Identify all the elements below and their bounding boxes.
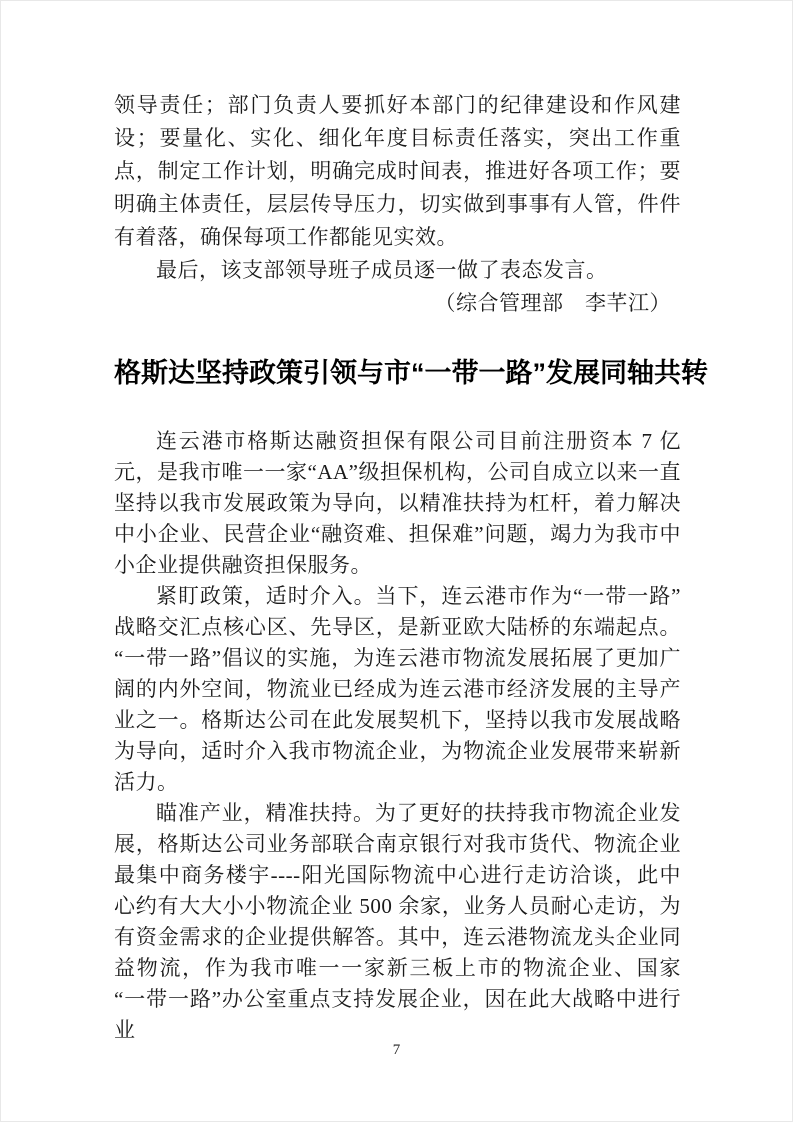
article-paragraph-2: 紧盯政策，适时介入。当下，连云港市作为“一带一路”战略交汇点核心区、先导区，是新亚欧大陆桥的东端起点。“一带一路”倡议的实施，为连云港市物流发展拓展了更加广阔的内外空间，物流业已经成为连云港市经济发展的主导产业之一。格斯达公司在此发展契机下，坚持以我市发展战略为导向，适时介入我市物流企业，为物流企业发展带来崭新活力。	[114, 584, 681, 794]
page-content	[114, 89, 708, 1046]
previous-article-closing-line: 最后，该支部领导班子成员逐一做了表态发言。	[156, 258, 608, 282]
article-title: 格斯达坚持政策引领与市“一带一路”发展同轴共转	[114, 358, 708, 388]
previous-article-continuation-paragraph: 领导责任；部门负责人要抓好本部门的纪律建设和作风建设；要量化、实化、细化年度目标责任落实，突出工作重点，制定工作计划，明确完成时间表，推进好各项工作；要明确主体责任，层层传导压力，切实做到事事有人管，件件有着落，确保每项工作都能见实效。	[114, 93, 681, 249]
page-number: 7	[392, 1042, 401, 1058]
previous-article-byline: （综合管理部 李芊江）	[434, 291, 671, 315]
article-paragraph-3: 瞄准产业，精准扶持。为了更好的扶持我市物流企业发展，格斯达公司业务部联合南京银行对我市货代、物流企业最集中商务楼宇----阳光国际物流中心进行走访洽谈，此中心约有大大小小物流企业 500 余家，业务人员耐心走访，为有资金需求的企业提供解答。其中，连云港物流龙头企业同益物流，作为我市唯一一家新三板上市的物流企业、国家“一带一路”办公室重点支持发展企业，因在此大战略中进行业	[114, 801, 681, 1042]
article-paragraph-1: 连云港市格斯达融资担保有限公司目前注册资本 7 亿元，是我市唯一一家“AA”级担保机构，公司自成立以来一直坚持以我市发展政策为导向，以精准扶持为杠杆，着力解决中小企业、民营企业“融资难、担保难”问题，竭力为我市中小企业提供融资担保服务。	[114, 429, 681, 577]
